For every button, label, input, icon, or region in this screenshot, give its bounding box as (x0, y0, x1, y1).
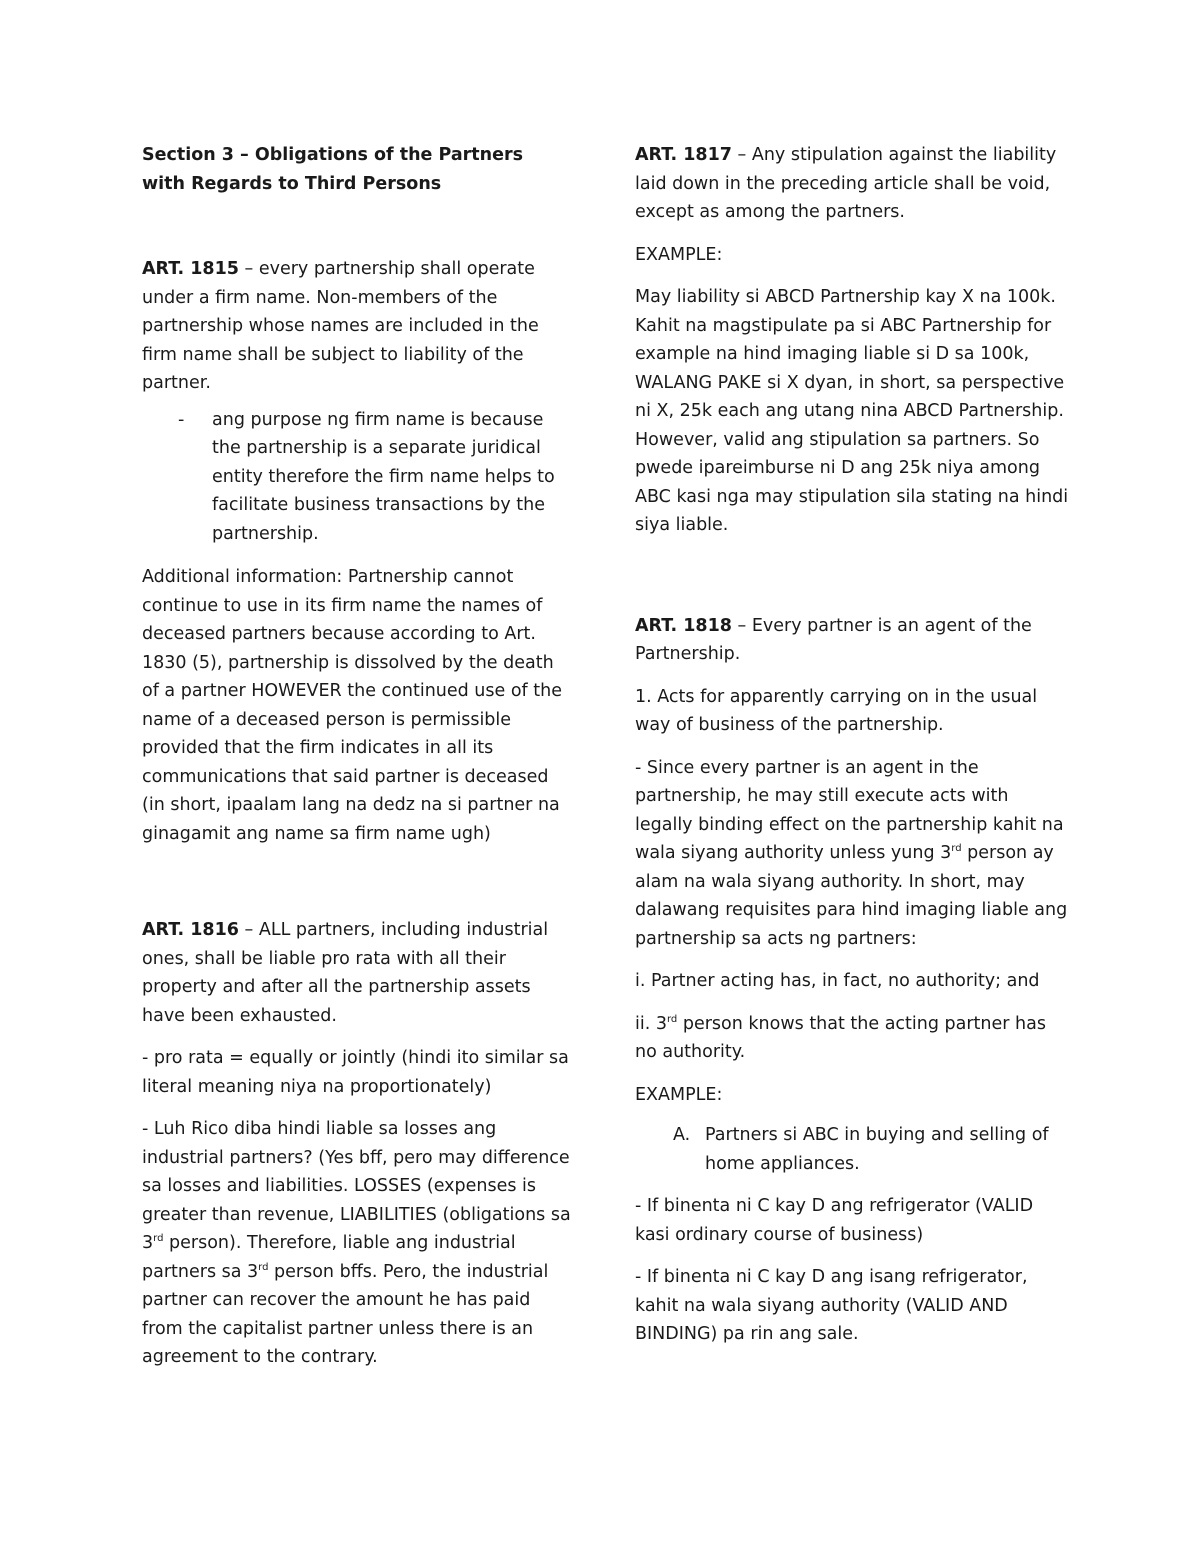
ordinal-suffix: rd (951, 843, 962, 855)
industrial-partner-note (142, 1115, 572, 1372)
art-1816-text: – ALL partners, including industrial ones, shall be liable pro rata with all their property and after all the partnership assets have been exhausted. (142, 920, 549, 1026)
ordinal-suffix: rd (153, 1233, 164, 1245)
art-1818-label: ART. 1818 (635, 615, 732, 636)
section-title: Section 3 – Obligations of the Partners with Regards to Third Persons (142, 145, 524, 194)
pro-rata-note: - pro rata = equally or jointly (hindi ito similar sa literal meaning niya na proportionately) (142, 1048, 569, 1097)
art-1818-text: – Every partner is an agent of the Partnership. (635, 615, 1032, 664)
art-1818-point-1-note (635, 754, 1070, 954)
req-text-part: person knows that the acting partner has no authority. (635, 1013, 1046, 1062)
ordinal-suffix: rd (666, 1013, 678, 1025)
bullet-text: ang purpose ng firm name is because the partnership is a separate juridical entity therefore the firm name helps to facilitate business transactions by the partnership. (212, 409, 555, 544)
requisite-2 (635, 1010, 1070, 1067)
note-text-part: person). Therefore, liable ang industrial partners sa 3 (142, 1233, 516, 1282)
art-1815-bullet (142, 406, 572, 549)
art-1815-paragraph (142, 255, 572, 398)
art-1817-paragraph (635, 141, 1070, 227)
note-text-part: - Since every partner is an agent in the partnership, he may still execute acts with legally binding effect on the partnership kahit na wala siyang authority unless yung 3 (635, 757, 1064, 863)
left-column (142, 141, 572, 1372)
bullet-dash: - (178, 409, 185, 430)
art-1816-label: ART. 1816 (142, 920, 239, 940)
additional-information: Additional information: Partnership cannot continue to use in its firm name the names of deceased partners because according to Art. 1830 (5), partnership is dissolved by the death of a partner HOWEVER the continued use of the name of a deceased person is permissible provided that the firm indicates in all its communications that said partner is deceased (in short, ipaalam lang na dedz na si partner na ginagamit ang name sa firm name ugh) (142, 567, 562, 844)
note-text-part: - Luh Rico diba hindi liable sa losses ang industrial partners? (Yes bff, pero may difference sa losses and liabilities. LOSSES (expenses is greater than revenue, LIABILITIES (obligations sa 3 (142, 1119, 571, 1253)
list-text: Partners si ABC in buying and selling of home appliances. (705, 1125, 1049, 1174)
example-label: EXAMPLE: (635, 244, 723, 265)
art-1817-example: May liability si ABCD Partnership kay X na 100k. Kahit na magstipulate pa si ABC Partnership for example na hind imaging liable si D sa 100k, WALANG PAKE si X dyan, in short, sa perspective ni X, 25k each ang utang nina ABCD Partnership. However, valid ang stipulation sa partners. So pwede ipareimburse ni D ang 25k niya among ABC kasi nga may stipulation sila stating na hindi siya liable. (635, 287, 1069, 535)
list-marker: A. (673, 1125, 691, 1145)
art-1816-paragraph (142, 916, 572, 1030)
case-1: - If binenta ni C kay D ang refrigerator (VALID kasi ordinary course of business) (635, 1196, 1034, 1245)
art-1818-point-1: 1. Acts for apparently carrying on in the usual way of business of the partnership. (635, 686, 1038, 735)
art-1817-label: ART. 1817 (635, 145, 732, 165)
art-1815-text: – every partnership shall operate under a firm name. Non-members of the partnership whose names are included in the firm name shall be subject to liability of the partner. (142, 259, 539, 393)
art-1815-label: ART. 1815 (142, 259, 239, 279)
art-1817-text: – Any stipulation against the liability laid down in the preceding article shall be void, except as among the partners. (635, 145, 1057, 222)
req-text-part: ii. 3 (635, 1013, 667, 1034)
ordinal-suffix: rd (258, 1261, 269, 1273)
example-list-item (635, 1121, 1070, 1178)
note-text-part: person ay alam na wala siyang authority. In short, may dalawang requisites para hind imaging liable ang partnership sa acts ng partners: (635, 843, 1068, 949)
case-2: - If binenta ni C kay D ang isang refrigerator, kahit na wala siyang authority (VALID AND BINDING) pa rin ang sale. (635, 1267, 1028, 1344)
art-1818-paragraph (635, 612, 1070, 669)
note-text-part: person bffs. Pero, the industrial partner can recover the amount he has paid from the capitalist partner unless there is an agreement to the contrary. (142, 1261, 549, 1367)
example-label: EXAMPLE: (635, 1084, 723, 1105)
right-column (635, 141, 1070, 1349)
requisite-1: i. Partner acting has, in fact, no authority; and (635, 971, 1040, 991)
